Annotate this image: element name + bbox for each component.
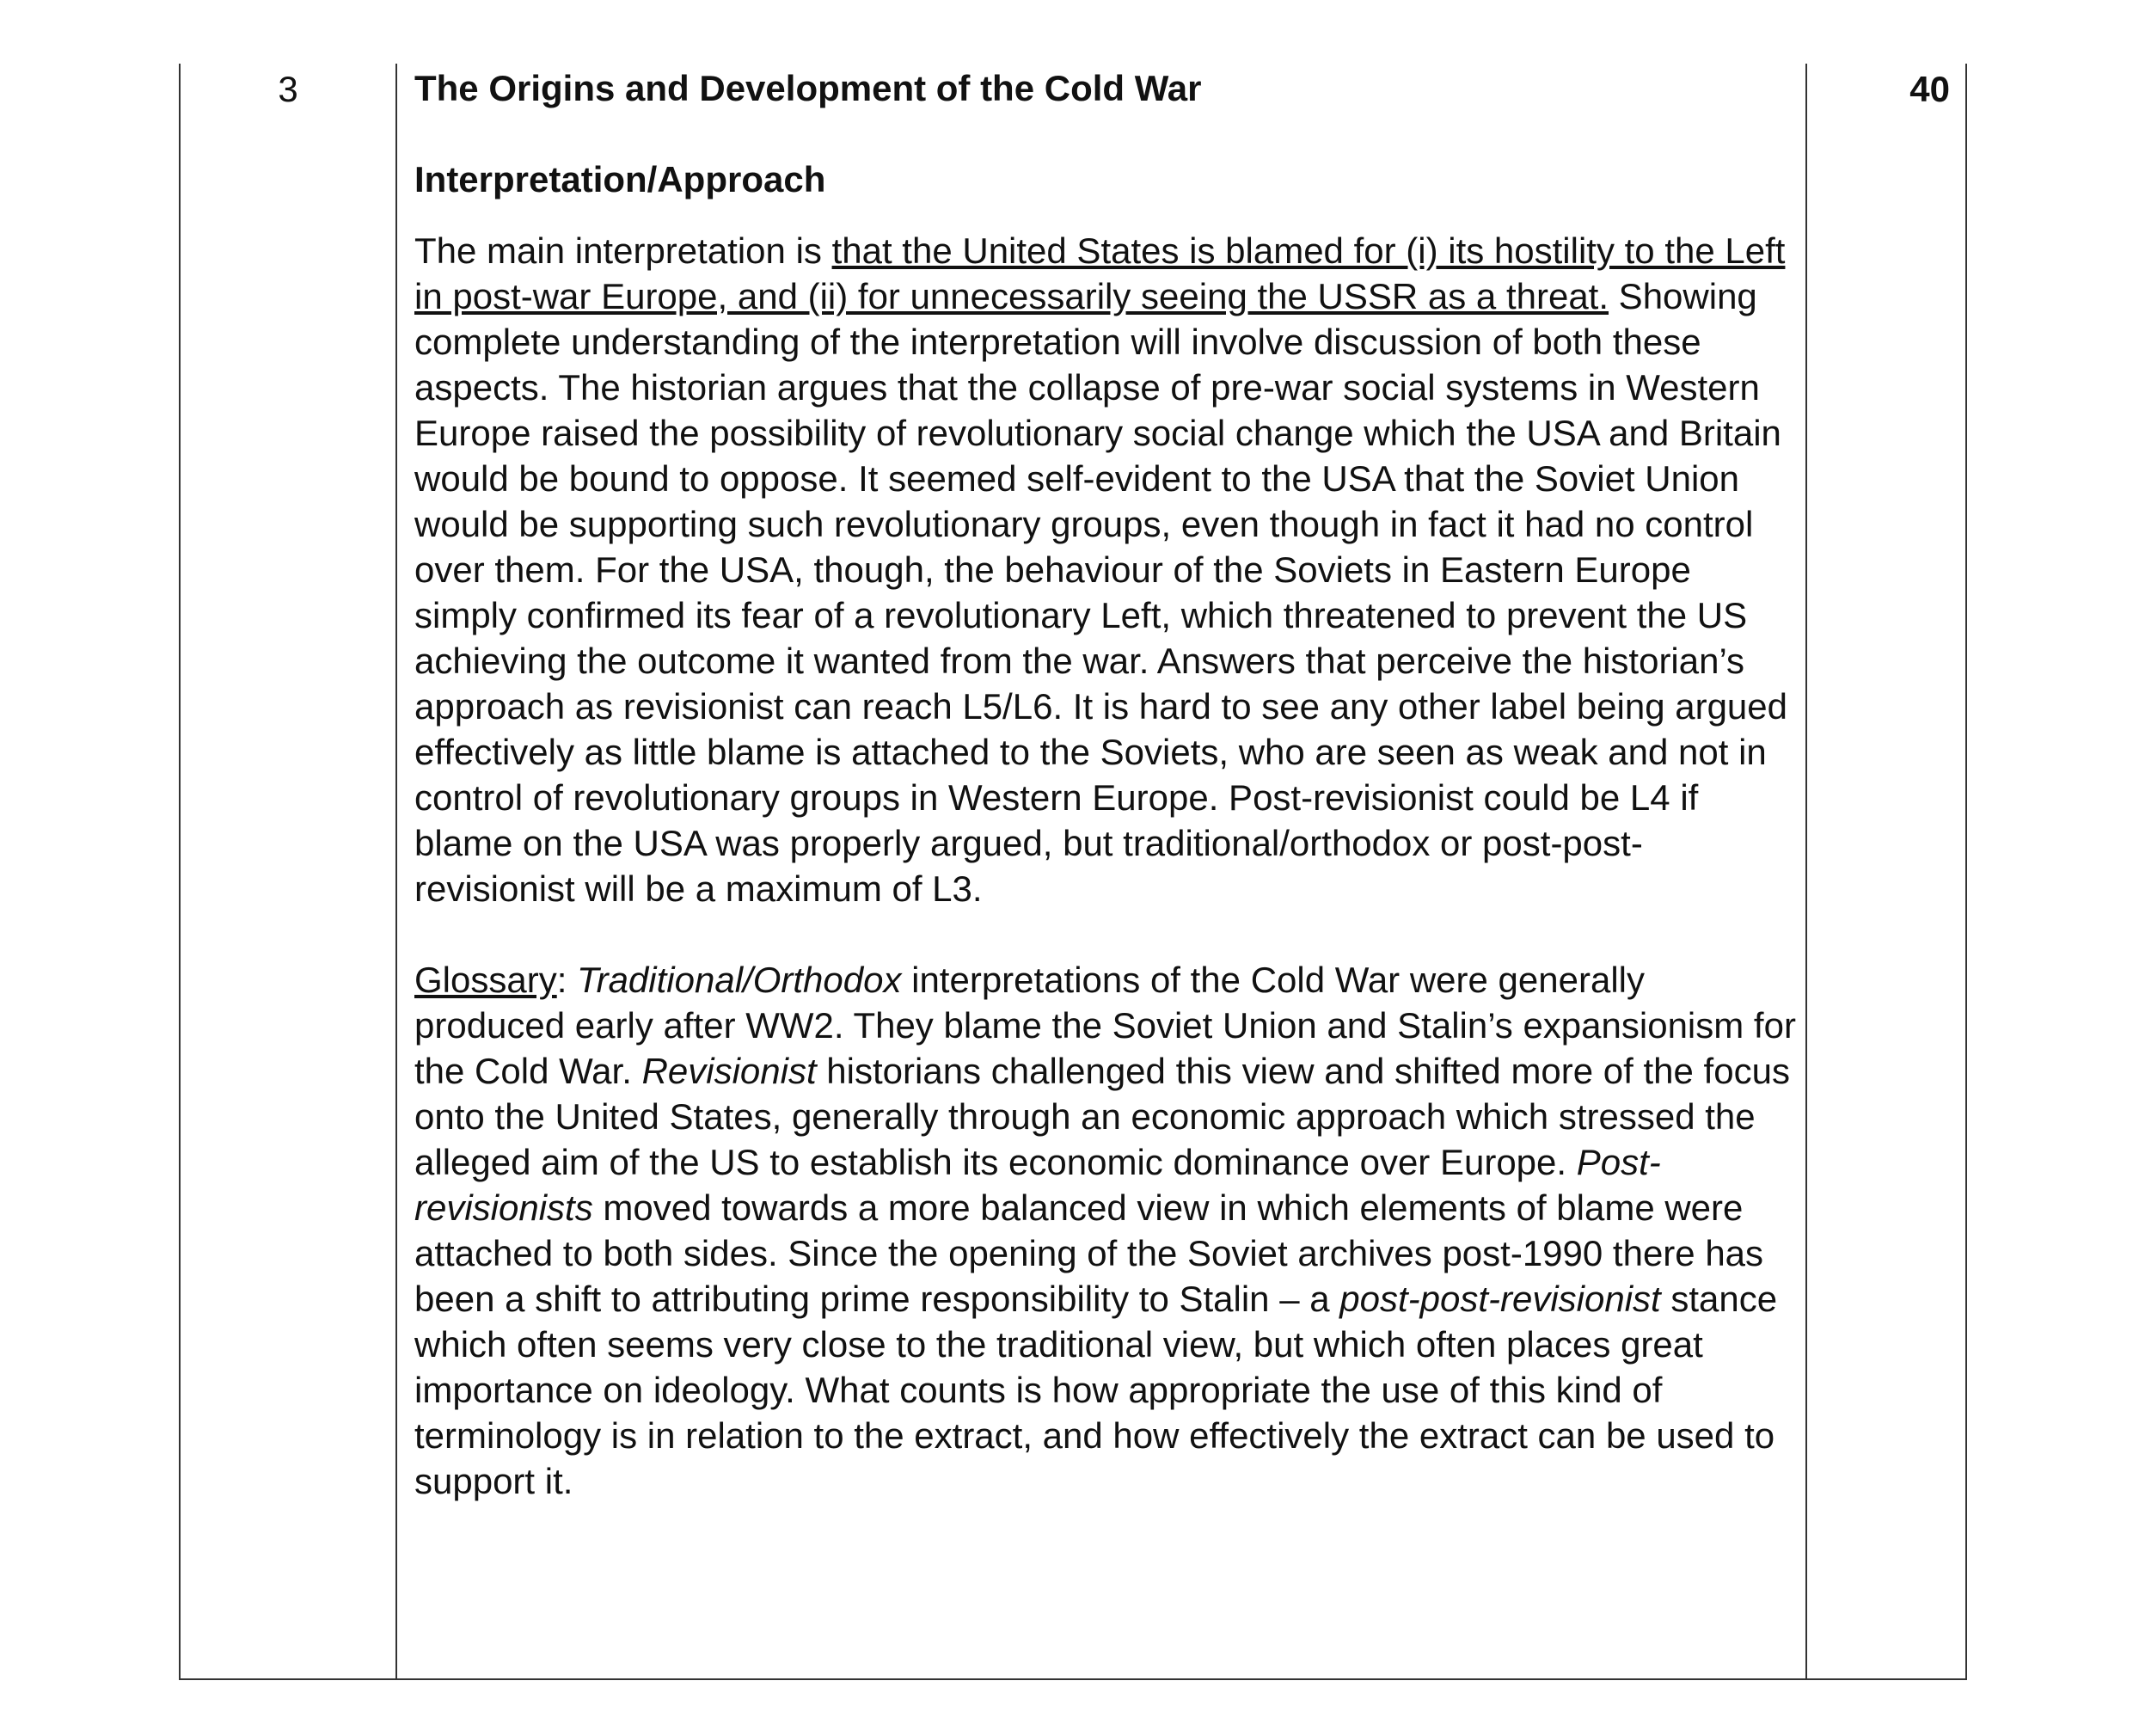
interpretation-paragraph bbox=[414, 228, 1799, 911]
column-divider bbox=[395, 64, 397, 1678]
glossary-text: moved towards a more balanced view in which elements of blame were attached to both sides. Since the opening of the Soviet archives post-1990 there has been a shift to attributing prime responsibility to Stalin – a bbox=[414, 1187, 1764, 1319]
glossary-paragraph bbox=[414, 957, 1799, 1504]
mark-scheme-table bbox=[179, 64, 1967, 1680]
interpretation-underlined: that the United States is blamed for (i) its hostility to the Left in post-war Europe, and (ii) for unnecessarily seeing the USSR as a threat. bbox=[414, 230, 1786, 316]
column-divider bbox=[1805, 64, 1807, 1678]
glossary-term-post-revisionists: Post-revisionists bbox=[414, 1142, 1661, 1228]
question-number: 3 bbox=[278, 69, 298, 109]
interpretation-lead: The main interpretation is bbox=[414, 230, 832, 271]
answer-guidance bbox=[414, 65, 1799, 1504]
glossary-term-traditional: Traditional/Orthodox bbox=[577, 960, 902, 1000]
question-title: The Origins and Development of the Cold War bbox=[414, 68, 1202, 108]
section-heading: Interpretation/Approach bbox=[414, 159, 826, 199]
glossary-text: stance which often seems very close to the traditional view, but which often places great importance on ideology. What counts is how appropriate the use of this kind of terminology is in relation to the extract, and how effectively the extract can be used to support it. bbox=[414, 1279, 1778, 1501]
glossary-label: Glossary bbox=[414, 960, 557, 1000]
glossary-term-revisionist: Revisionist bbox=[641, 1051, 817, 1091]
glossary-text: historians challenged this view and shifted more of the focus onto the United States, generally through an economic approach which stressed the alleged aim of the US to establish its economic dominance over Europe. bbox=[414, 1051, 1790, 1182]
interpretation-body: Showing complete understanding of the interpretation will involve discussion of both these aspects. The historian argues that the collapse of pre-war social systems in Western Europe raised the possibility of revolutionary social change which the USA and Britain would be bound to oppose. It seemed self-evident to the USA that the Soviet Union would be supporting such revolutionary groups, even though in fact it had no control over them. For the USA, though, the behaviour of the Soviets in Eastern Europe simply confirmed its fear of a revolutionary Left, which threatened to prevent the US achieving the outcome it wanted from the war. Answers that perceive the historian’s approach as revisionist can reach L5/L6. It is hard to see any other label being argued effectively as little blame is attached to the Soviets, who are seen as weak and not in control of revolutionary groups in Western Europe. Post-revisionist could be L4 if blame on the USA was properly argued, but traditional/orthodox or post-post-revisionist will be a maximum of L3. bbox=[414, 276, 1788, 909]
marks-total: 40 bbox=[1909, 69, 1950, 109]
glossary-term-post-post-revisionist: post-post-revisionist bbox=[1339, 1279, 1661, 1319]
glossary-text: interpretations of the Cold War were generally produced early after WW2. They blame the Soviet Union and Stalin’s expansionism for the Cold War. bbox=[414, 960, 1796, 1091]
glossary-colon: : bbox=[556, 960, 578, 1000]
